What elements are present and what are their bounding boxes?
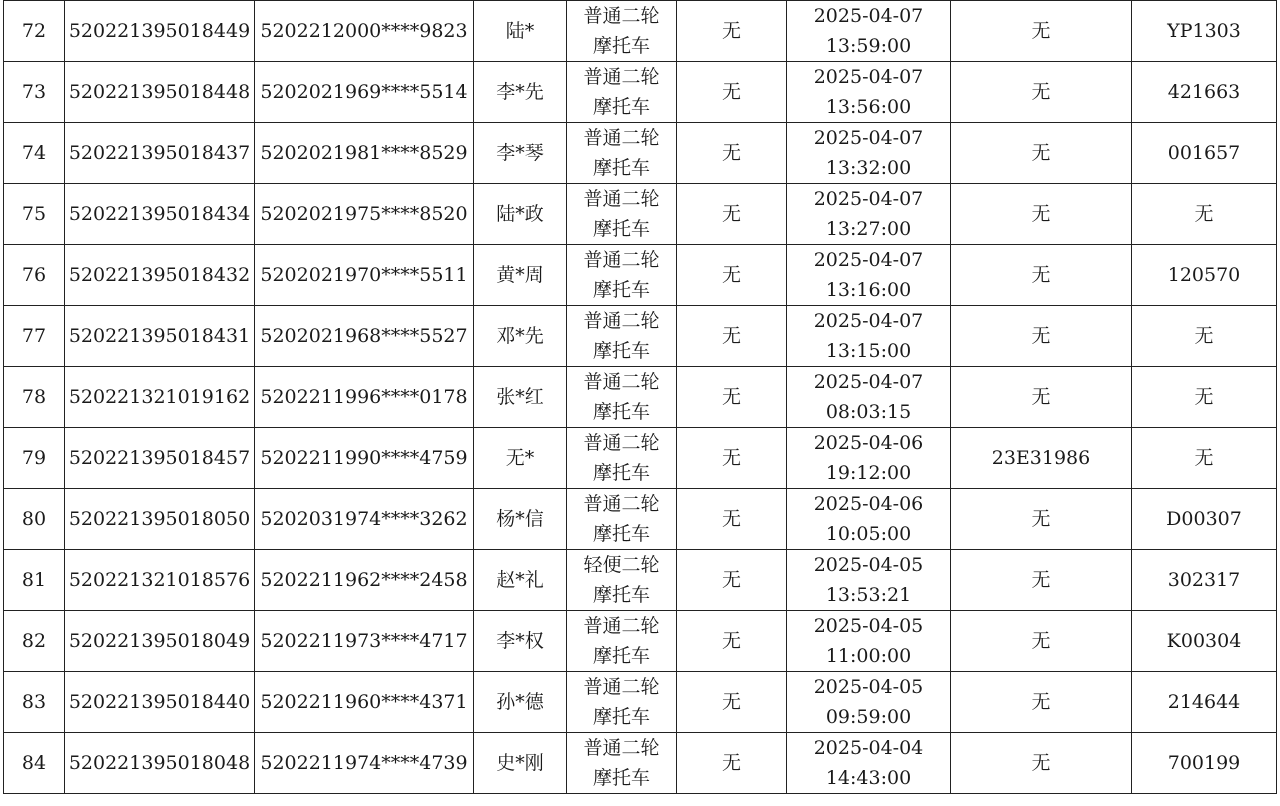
cell-datetime-line2: 13:16:00 [825,279,912,301]
cell-seq-no: 74 [4,123,65,184]
cell-record-code: 520221395018457 [65,428,255,489]
cell-datetime [787,1,951,62]
cell-id-number: 5202021981****8529 [255,123,474,184]
cell-vehicle-type-line1: 普通二轮 [583,127,660,149]
cell-seq-no: 79 [4,428,65,489]
cell-col6: 无 [677,306,787,367]
records-table [3,0,1277,794]
cell-name: 李*先 [474,62,567,123]
cell-col6: 无 [677,1,787,62]
cell-col10: YP1303 [1132,1,1277,62]
cell-id-number: 5202031974****3262 [255,489,474,550]
cell-seq-no: 84 [4,733,65,794]
cell-datetime-line2: 10:05:00 [825,523,912,545]
cell-datetime [787,245,951,306]
cell-vehicle-type [567,184,677,245]
cell-col9: 无 [951,367,1132,428]
cell-datetime-line1: 2025-04-05 [813,676,924,698]
cell-name: 张*红 [474,367,567,428]
cell-vehicle-type-line2: 摩托车 [592,157,650,179]
cell-vehicle-type-line1: 普通二轮 [583,66,660,88]
cell-col9: 无 [951,123,1132,184]
cell-col10: 001657 [1132,123,1277,184]
cell-id-number: 5202212000****9823 [255,1,474,62]
table-row [4,672,1277,733]
table-row [4,184,1277,245]
cell-vehicle-type-line2: 摩托车 [592,35,650,57]
table-row [4,489,1277,550]
cell-datetime-line1: 2025-04-06 [813,432,924,454]
cell-datetime-line2: 14:43:00 [825,767,912,789]
cell-record-code: 520221395018048 [65,733,255,794]
cell-vehicle-type [567,245,677,306]
cell-datetime-line2: 13:56:00 [825,96,912,118]
cell-vehicle-type-line2: 摩托车 [592,279,650,301]
cell-datetime-line1: 2025-04-07 [813,249,924,271]
cell-col10: 214644 [1132,672,1277,733]
cell-col10: 421663 [1132,62,1277,123]
cell-col6: 无 [677,611,787,672]
cell-record-code: 520221395018449 [65,1,255,62]
cell-datetime [787,611,951,672]
cell-record-code: 520221395018431 [65,306,255,367]
cell-datetime-line2: 13:53:21 [825,584,912,606]
table-row [4,428,1277,489]
cell-vehicle-type [567,367,677,428]
cell-vehicle-type-line2: 摩托车 [592,645,650,667]
cell-col6: 无 [677,550,787,611]
cell-name: 李*权 [474,611,567,672]
cell-datetime-line1: 2025-04-07 [813,66,924,88]
cell-datetime-line2: 19:12:00 [825,462,912,484]
cell-col10: K00304 [1132,611,1277,672]
cell-datetime [787,306,951,367]
cell-datetime-line2: 13:59:00 [825,35,912,57]
cell-seq-no: 78 [4,367,65,428]
cell-id-number: 5202021970****5511 [255,245,474,306]
cell-datetime-line1: 2025-04-07 [813,188,924,210]
cell-col6: 无 [677,489,787,550]
cell-col6: 无 [677,123,787,184]
cell-col6: 无 [677,62,787,123]
cell-col9: 无 [951,245,1132,306]
cell-datetime-line2: 13:32:00 [825,157,912,179]
cell-vehicle-type [567,306,677,367]
cell-vehicle-type-line1: 普通二轮 [583,676,660,698]
cell-vehicle-type-line1: 普通二轮 [583,310,660,332]
cell-col9: 无 [951,306,1132,367]
cell-col6: 无 [677,672,787,733]
cell-datetime-line1: 2025-04-05 [813,554,924,576]
table-row [4,306,1277,367]
cell-vehicle-type [567,428,677,489]
cell-name: 史*刚 [474,733,567,794]
cell-col10: 700199 [1132,733,1277,794]
cell-col6: 无 [677,733,787,794]
table-row [4,611,1277,672]
cell-name: 孙*德 [474,672,567,733]
cell-col9: 无 [951,62,1132,123]
records-table-body [4,1,1277,794]
cell-datetime-line2: 11:00:00 [825,645,912,667]
cell-datetime [787,733,951,794]
cell-name: 黄*周 [474,245,567,306]
cell-vehicle-type-line2: 摩托车 [592,462,650,484]
cell-name: 赵*礼 [474,550,567,611]
cell-vehicle-type-line1: 普通二轮 [583,371,660,393]
cell-vehicle-type-line2: 摩托车 [592,523,650,545]
cell-datetime-line1: 2025-04-07 [813,310,924,332]
cell-id-number: 5202021969****5514 [255,62,474,123]
cell-datetime-line1: 2025-04-07 [813,127,924,149]
cell-name: 李*琴 [474,123,567,184]
cell-col6: 无 [677,184,787,245]
cell-datetime-line1: 2025-04-05 [813,615,924,637]
cell-id-number: 5202211973****4717 [255,611,474,672]
cell-seq-no: 83 [4,672,65,733]
table-row [4,1,1277,62]
cell-vehicle-type [567,123,677,184]
cell-vehicle-type-line2: 摩托车 [592,401,650,423]
cell-datetime [787,672,951,733]
cell-vehicle-type [567,550,677,611]
cell-col9: 无 [951,733,1132,794]
cell-col9: 无 [951,550,1132,611]
cell-datetime-line1: 2025-04-07 [813,5,924,27]
cell-col10: D00307 [1132,489,1277,550]
cell-name: 杨*信 [474,489,567,550]
cell-datetime-line2: 09:59:00 [825,706,912,728]
cell-vehicle-type-line1: 轻便二轮 [583,554,660,576]
table-row [4,733,1277,794]
table-row [4,62,1277,123]
cell-datetime [787,489,951,550]
cell-col9: 23E31986 [951,428,1132,489]
cell-id-number: 5202211990****4759 [255,428,474,489]
cell-seq-no: 80 [4,489,65,550]
cell-col6: 无 [677,367,787,428]
cell-record-code: 520221395018434 [65,184,255,245]
cell-seq-no: 73 [4,62,65,123]
cell-vehicle-type [567,62,677,123]
table-row [4,367,1277,428]
table-row [4,550,1277,611]
table-row [4,245,1277,306]
cell-record-code: 520221395018437 [65,123,255,184]
cell-seq-no: 81 [4,550,65,611]
cell-vehicle-type [567,1,677,62]
table-row [4,123,1277,184]
cell-vehicle-type [567,611,677,672]
cell-vehicle-type-line2: 摩托车 [592,218,650,240]
cell-datetime [787,550,951,611]
cell-vehicle-type [567,733,677,794]
cell-vehicle-type-line2: 摩托车 [592,340,650,362]
cell-col10: 无 [1132,367,1277,428]
cell-seq-no: 76 [4,245,65,306]
cell-datetime-line2: 08:03:15 [825,401,912,423]
cell-name: 无* [474,428,567,489]
cell-record-code: 520221395018050 [65,489,255,550]
cell-record-code: 520221395018440 [65,672,255,733]
cell-id-number: 5202021975****8520 [255,184,474,245]
cell-record-code: 520221395018049 [65,611,255,672]
cell-vehicle-type [567,489,677,550]
cell-record-code: 520221321019162 [65,367,255,428]
cell-vehicle-type-line2: 摩托车 [592,584,650,606]
cell-col10: 无 [1132,428,1277,489]
cell-id-number: 5202211960****4371 [255,672,474,733]
cell-col6: 无 [677,428,787,489]
cell-vehicle-type-line2: 摩托车 [592,767,650,789]
cell-col10: 无 [1132,184,1277,245]
cell-name: 陆*政 [474,184,567,245]
cell-seq-no: 75 [4,184,65,245]
cell-vehicle-type-line1: 普通二轮 [583,5,660,27]
cell-datetime-line1: 2025-04-04 [813,737,924,759]
cell-datetime [787,123,951,184]
cell-record-code: 520221395018432 [65,245,255,306]
cell-id-number: 5202211974****4739 [255,733,474,794]
cell-id-number: 5202211996****0178 [255,367,474,428]
cell-col10: 302317 [1132,550,1277,611]
cell-datetime-line2: 13:27:00 [825,218,912,240]
cell-datetime [787,367,951,428]
cell-col9: 无 [951,184,1132,245]
cell-vehicle-type [567,672,677,733]
cell-record-code: 520221321018576 [65,550,255,611]
cell-seq-no: 77 [4,306,65,367]
cell-name: 陆* [474,1,567,62]
cell-datetime [787,62,951,123]
cell-vehicle-type-line1: 普通二轮 [583,249,660,271]
cell-seq-no: 72 [4,1,65,62]
cell-vehicle-type-line1: 普通二轮 [583,432,660,454]
cell-col9: 无 [951,1,1132,62]
cell-col9: 无 [951,611,1132,672]
cell-datetime-line2: 13:15:00 [825,340,912,362]
cell-col6: 无 [677,245,787,306]
cell-vehicle-type-line1: 普通二轮 [583,737,660,759]
cell-datetime [787,428,951,489]
cell-vehicle-type-line1: 普通二轮 [583,188,660,210]
cell-col9: 无 [951,672,1132,733]
cell-vehicle-type-line2: 摩托车 [592,706,650,728]
cell-col10: 120570 [1132,245,1277,306]
cell-name: 邓*先 [474,306,567,367]
cell-datetime-line1: 2025-04-06 [813,493,924,515]
cell-record-code: 520221395018448 [65,62,255,123]
cell-vehicle-type-line2: 摩托车 [592,96,650,118]
cell-vehicle-type-line1: 普通二轮 [583,615,660,637]
cell-id-number: 5202211962****2458 [255,550,474,611]
cell-col9: 无 [951,489,1132,550]
cell-id-number: 5202021968****5527 [255,306,474,367]
cell-seq-no: 82 [4,611,65,672]
cell-datetime [787,184,951,245]
cell-datetime-line1: 2025-04-07 [813,371,924,393]
cell-col10: 无 [1132,306,1277,367]
cell-vehicle-type-line1: 普通二轮 [583,493,660,515]
